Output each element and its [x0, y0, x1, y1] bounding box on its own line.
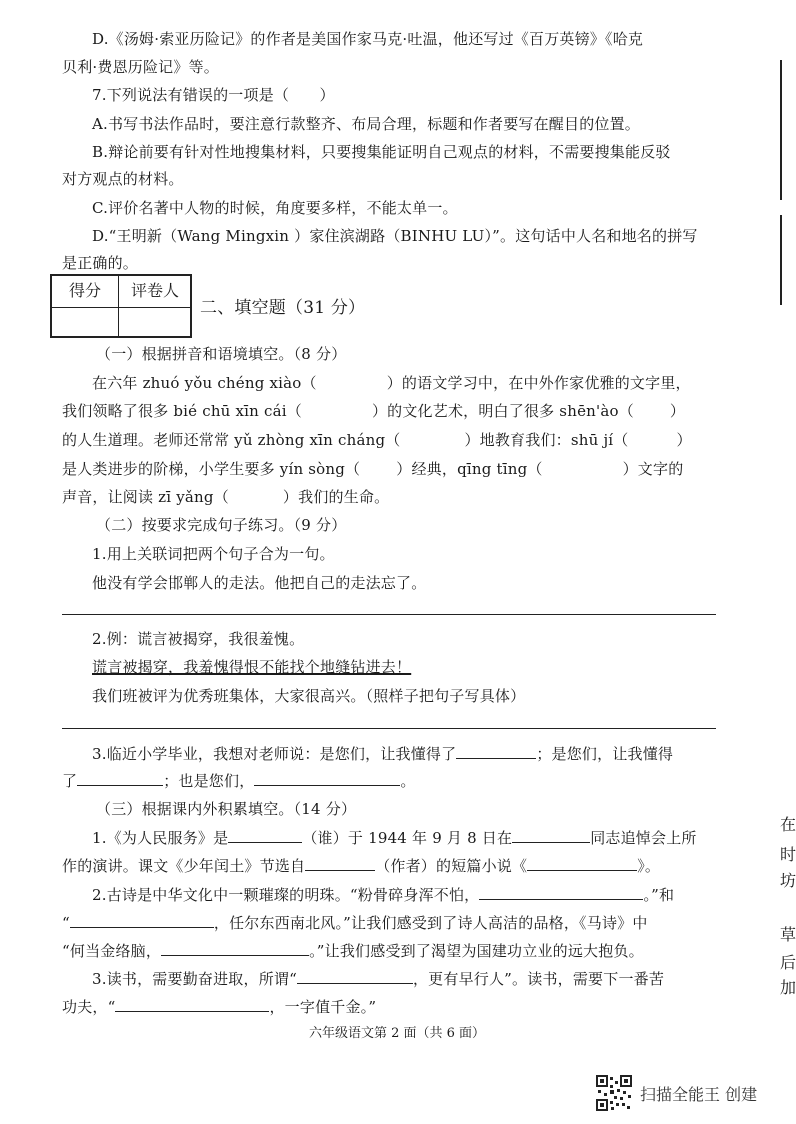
part1-l2b: ）的文化艺术，明白了很多 shēn'ào（	[371, 402, 634, 420]
part2-q2: 2.例：谎言被揭穿，我很羞愧。	[92, 630, 305, 648]
part3-q3-line1	[92, 968, 664, 990]
page-edge-line	[780, 60, 782, 200]
q7-option-d-line2: 是正确的。	[62, 254, 139, 272]
part2-q3-line2	[62, 770, 416, 792]
part2-q1-sentences: 他没有学会邯郸人的走法。他把自己的走法忘了。	[92, 574, 427, 592]
part1-l2a: 我们领略了很多 bié chū xīn cái（	[62, 402, 302, 420]
q7-option-b-line1: B.辩论前要有针对性地搜集材料，只要搜集能证明自己观点的材料，不需要搜集能反驳	[92, 143, 671, 161]
part3-q1e: （作者）的短篇小说《	[375, 857, 528, 875]
part2-q3b: ；是您们，让我懂得	[536, 745, 674, 763]
score-box	[50, 274, 192, 338]
q6-option-d-line1: D.《汤姆·索亚历险记》的作者是美国作家马克·吐温，他还写过《百万英镑》《哈克	[92, 30, 644, 48]
part3-q3a: 3.读书，需要勤奋进取，所谓“	[92, 970, 297, 988]
blank-reading-2[interactable]	[115, 997, 269, 1012]
score-label: 得分	[68, 281, 101, 300]
qr-code-icon	[596, 1075, 632, 1111]
part1-line4	[62, 458, 683, 480]
part3-q2b: 。”和	[643, 886, 675, 904]
part3-q2-line2	[62, 912, 648, 934]
part2-q3d: ；也是您们，	[163, 772, 255, 790]
blank-q3-3[interactable]	[254, 771, 400, 786]
part3-q2a: 2.古诗是中华文化中一颗璀璨的明珠。“粉骨碎身浑不怕，	[92, 886, 480, 904]
part1-l2c: ）	[669, 402, 686, 420]
part3-q3b: ，更有早行人”。读书，需要下一番苦	[412, 970, 665, 988]
blank-reading-1[interactable]	[297, 969, 413, 984]
score-box-rule	[52, 307, 190, 308]
part3-q1d: 作的演讲。课文《少年闰土》节选自	[62, 857, 306, 875]
part2-q3c: 了	[62, 772, 78, 790]
part1-l5b: ）我们的生命。	[282, 488, 390, 506]
q6-option-d-line2: 贝利·费恩历险记》等。	[62, 58, 219, 76]
score-box-divider	[118, 276, 119, 336]
side-char: 坊	[780, 871, 796, 890]
part1-title: （一）根据拼音和语境填空。（8 分）	[96, 345, 347, 363]
blank-poem-3[interactable]	[161, 941, 309, 956]
part2-q3-line1	[92, 743, 673, 765]
part3-q3c: 功夫，“	[62, 998, 116, 1016]
part3-title: （三）根据课内外积累填空。（14 分）	[96, 800, 357, 818]
part2-q1: 1.用上关联词把两个句子合为一句。	[92, 545, 335, 563]
part3-q2d: ，任尔东西南北风。”让我们感受到了诗人高洁的品格，《马诗》中	[213, 914, 648, 932]
q7-option-a: A.书写书法作品时，要注意行款整齐、布局合理，标题和作者要写在醒目的位置。	[92, 115, 641, 133]
part1-l1a: 在六年 zhuó yǒu chéng xiào（	[92, 374, 317, 392]
part1-l3b: ）地教育我们：shū jí（	[464, 431, 629, 449]
blank-q3-2[interactable]	[77, 771, 163, 786]
part1-l3a: 的人生道理。老师还常常 yǔ zhòng xīn cháng（	[62, 431, 401, 449]
part1-line5	[62, 486, 389, 508]
section-2-title: 二、填空题（31 分）	[200, 298, 366, 318]
part3-q1c: 同志追悼会上所	[590, 829, 697, 847]
part3-q1-line1	[92, 827, 697, 849]
part3-q2e: “何当金络脑，	[62, 942, 162, 960]
blank-novel-author[interactable]	[305, 856, 375, 871]
blank-poem-2[interactable]	[70, 913, 214, 928]
answer-line-q1[interactable]	[62, 614, 716, 615]
q7-option-c: C.评价名著中人物的时候，角度要多样，不能太单一。	[92, 199, 458, 217]
side-char: 在	[780, 815, 796, 834]
part3-q2-line3	[62, 940, 644, 962]
part3-q2c: “	[62, 914, 70, 932]
q7-stem: 7.下列说法有错误的一项是（ ）	[92, 86, 335, 104]
side-char: 草	[780, 925, 796, 944]
side-char: 时	[780, 845, 796, 864]
part3-q3-line2	[62, 996, 376, 1018]
blank-novel-title[interactable]	[527, 856, 637, 871]
page-footer: 六年级语文第 2 面（共 6 面）	[308, 1026, 486, 1041]
part1-line1	[92, 372, 691, 394]
part1-l4a: 是人类进步的阶梯，小学生要多 yín sòng（	[62, 460, 361, 478]
part2-title: （二）按要求完成句子练习。（9 分）	[96, 516, 347, 534]
blank-author-who[interactable]	[228, 828, 302, 843]
part3-q3d: ，一字值千金。”	[269, 998, 377, 1016]
part2-q3e: 。	[400, 772, 416, 790]
part1-l5a: 声音，让阅读 zī yǎng（	[62, 488, 229, 506]
part3-q2-line1	[92, 884, 674, 906]
part2-q2-sentence: 我们班被评为优秀班集体，大家很高兴。（照样子把句子写具体）	[92, 687, 526, 705]
part1-line3	[62, 429, 692, 451]
part2-q3a: 3.临近小学毕业，我想对老师说：是您们，让我懂得了	[92, 745, 457, 763]
part1-l1b: ）的语文学习中，在中外作家优雅的文字里，	[386, 374, 691, 392]
q7-option-d-line1: D.“王明新（Wang Mingxin ）家住滨湖路（BINHU LU）”。这句话中人名和地名的拼写	[92, 227, 698, 245]
part1-l3c: ）	[676, 431, 692, 449]
part3-q1f: 》。	[637, 857, 661, 875]
part3-q1b: （谁）于 1944 年 9 月 8 日在	[302, 829, 513, 847]
part1-line2	[62, 400, 685, 422]
answer-line-q2[interactable]	[62, 728, 716, 729]
scanner-watermark: 扫描全能王 创建	[640, 1085, 758, 1104]
blank-q3-1[interactable]	[456, 744, 536, 759]
part2-q2-example: 谎言被揭穿，我羞愧得恨不能找个地缝钻进去！	[92, 658, 412, 676]
grader-label: 评卷人	[130, 281, 179, 300]
side-char: 加	[780, 978, 796, 997]
part1-l4c: ）文字的	[622, 460, 684, 478]
part3-q2f: 。”让我们感受到了渴望为国建功立业的远大抱负。	[309, 942, 644, 960]
part3-q1a: 1.《为人民服务》是	[92, 829, 229, 847]
page-edge-line	[780, 215, 782, 305]
part3-q1-line2	[62, 855, 660, 877]
side-char: 后	[780, 953, 796, 972]
blank-comrade[interactable]	[512, 828, 590, 843]
q7-option-b-line2: 对方观点的材料。	[62, 170, 184, 188]
blank-poem-1[interactable]	[479, 885, 643, 900]
part1-l4b: ）经典，qīng tīng（	[396, 460, 543, 478]
